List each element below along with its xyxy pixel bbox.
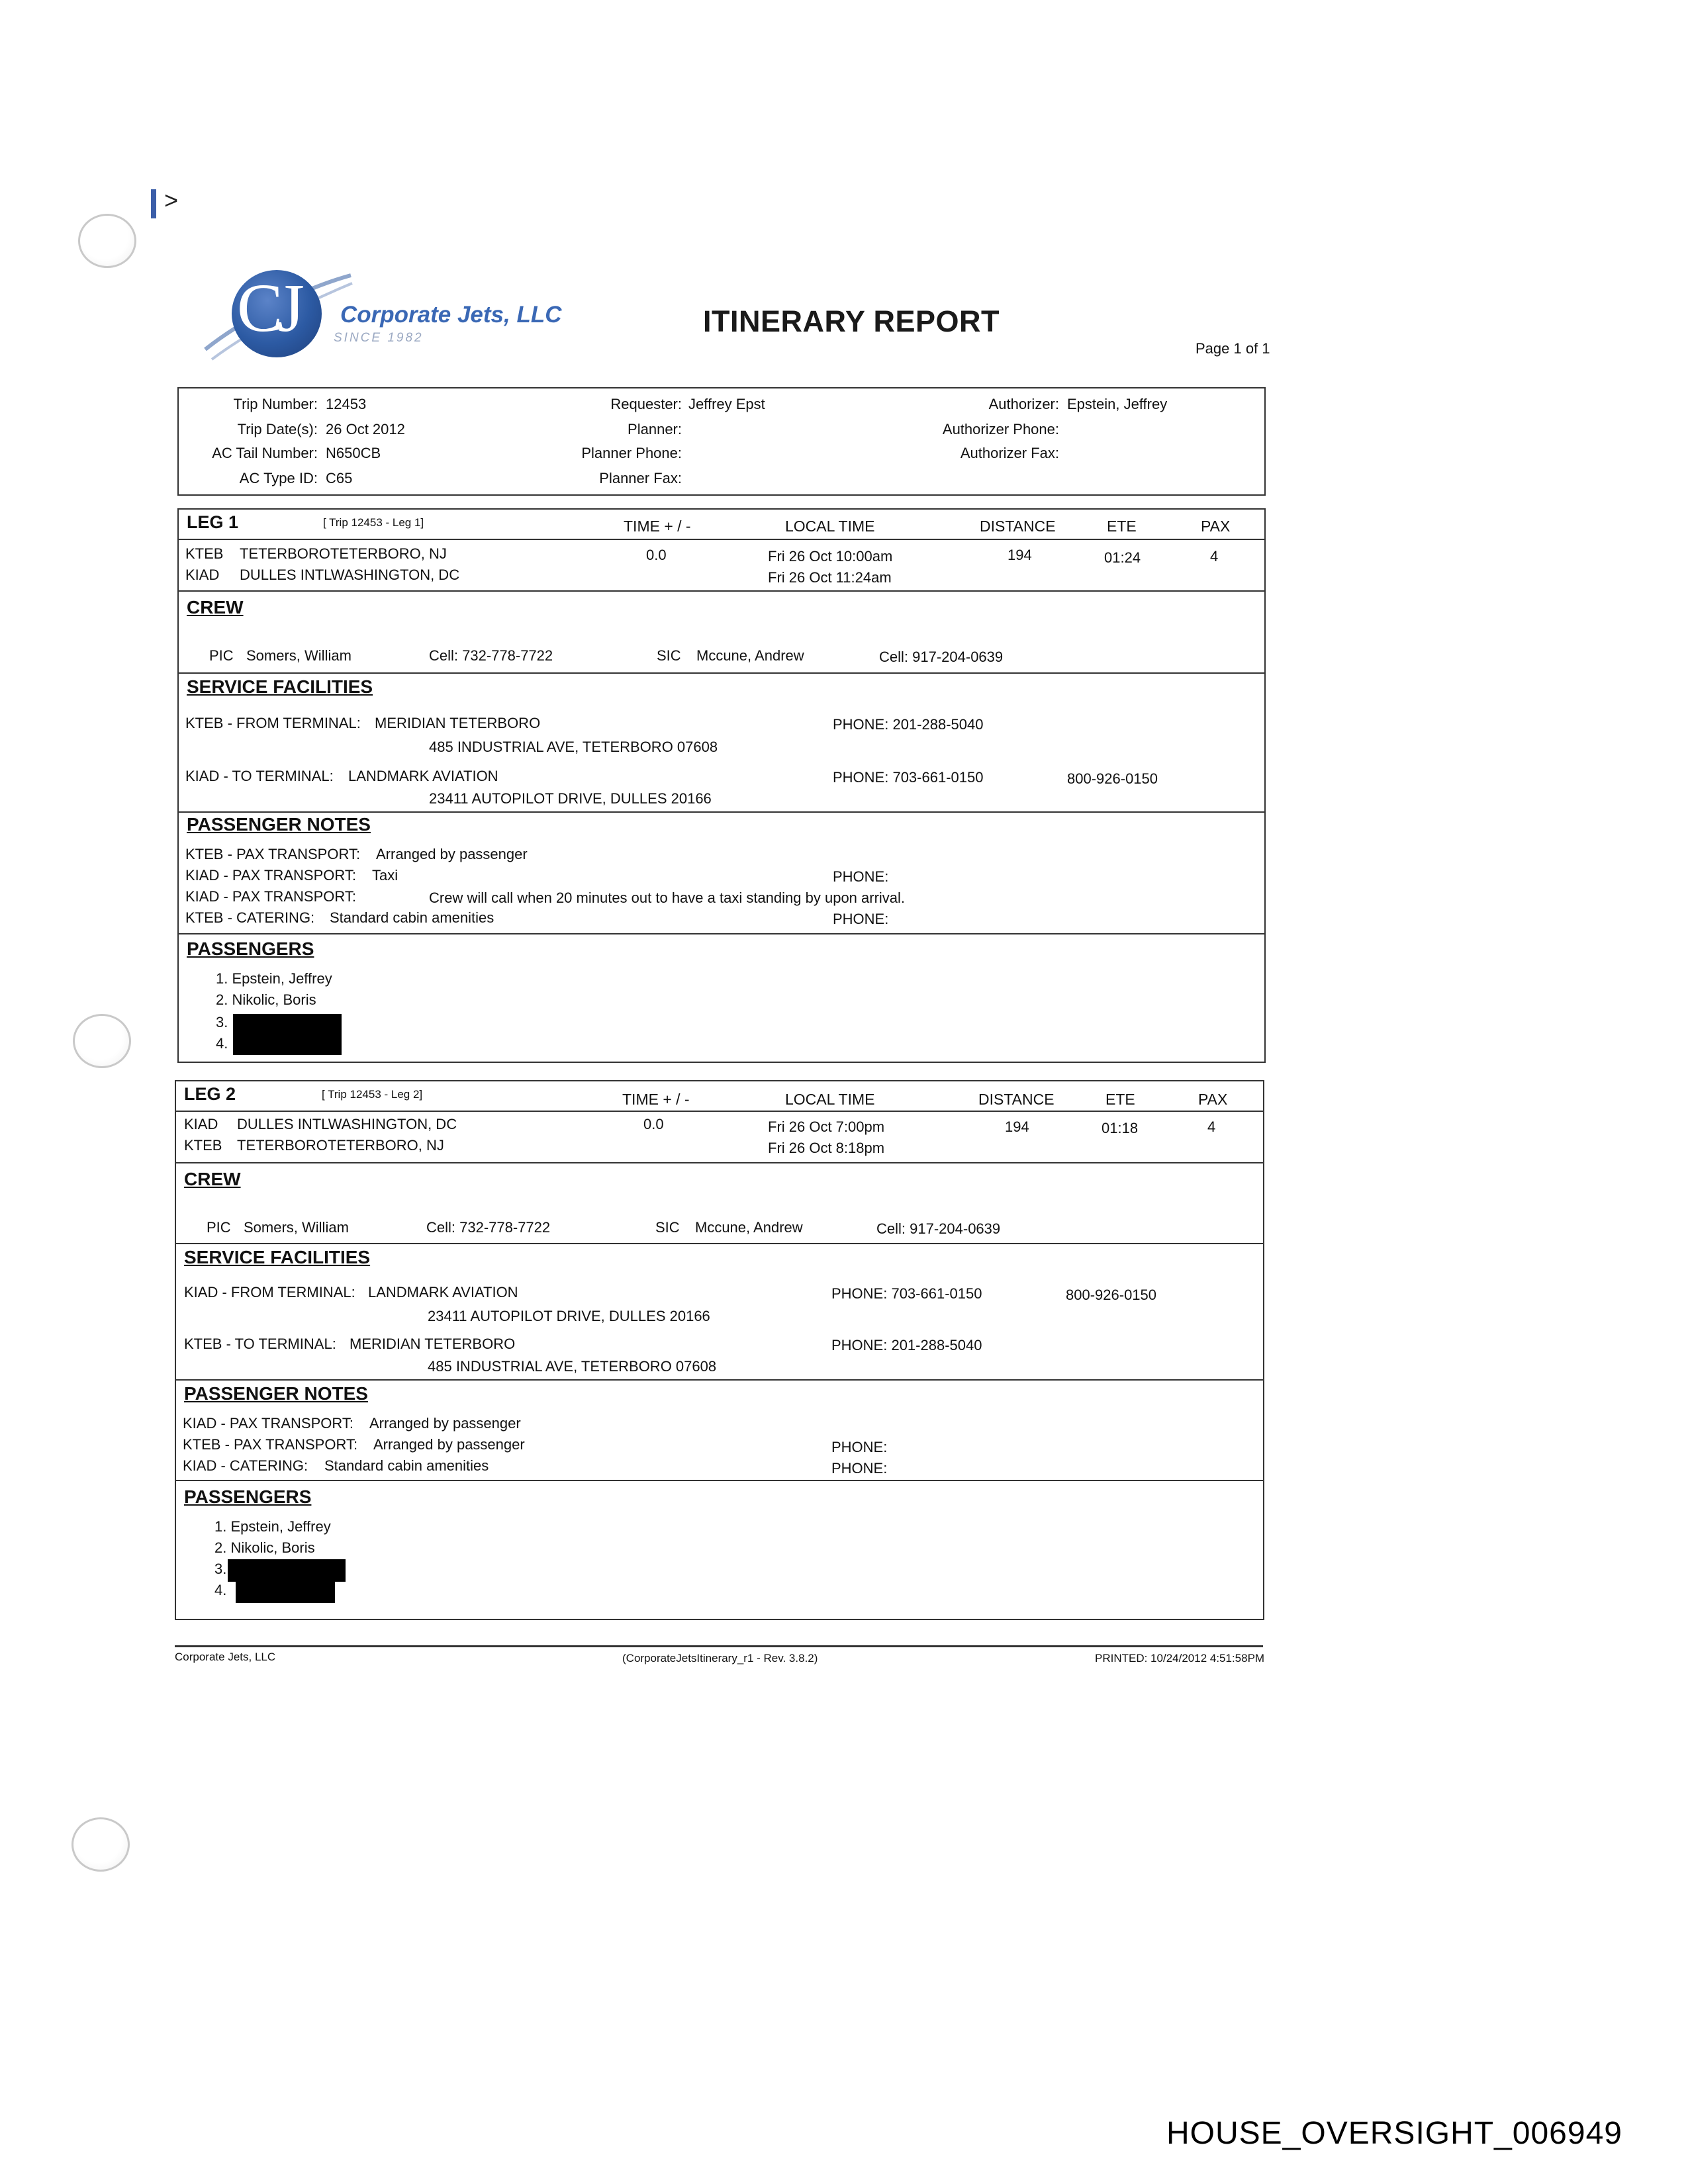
leg-2-redaction-3 xyxy=(228,1559,346,1582)
leg-1-note-2-phone: PHONE: xyxy=(833,868,889,885)
leg-1-to-code: KIAD xyxy=(185,567,220,583)
leg-1-passenger-2: 2. Nikolic, Boris xyxy=(216,991,316,1008)
punch-hole-bottom xyxy=(71,1817,130,1872)
leg-1-note-4-value: Standard cabin amenities xyxy=(330,909,494,926)
leg-1-col-pax: PAX xyxy=(1201,518,1231,535)
leg-1-sic-label: SIC xyxy=(657,647,681,664)
leg-2-fac-2-phone: PHONE: 201-288-5040 xyxy=(831,1337,982,1353)
leg-1-from-code: KTEB xyxy=(185,545,224,562)
leg-1-route-rule xyxy=(177,590,1264,592)
leg-2-service-rule xyxy=(175,1379,1263,1381)
leg-1-fac-2-label: KIAD - TO TERMINAL: xyxy=(185,768,334,784)
leg-1-notes-heading: PASSENGER NOTES xyxy=(187,814,371,835)
leg-2-header-rule xyxy=(175,1111,1263,1112)
leg-2-crew-heading: CREW xyxy=(184,1169,241,1189)
company-name: Corporate Jets, LLC xyxy=(340,302,562,328)
leg-1-arrive: Fri 26 Oct 11:24am xyxy=(768,569,892,586)
leg-2-sic-label: SIC xyxy=(655,1219,680,1236)
footer-printed: PRINTED: 10/24/2012 4:51:58PM xyxy=(1095,1652,1265,1664)
tail-number-label: AC Tail Number: xyxy=(212,445,318,461)
leg-2-col-local: LOCAL TIME xyxy=(785,1091,875,1108)
leg-1-distance: 194 xyxy=(1008,547,1032,563)
trip-number-label: Trip Number: xyxy=(233,396,318,412)
leg-2-redaction-4 xyxy=(236,1582,335,1603)
leg-1-note-4-phone: PHONE: xyxy=(833,911,889,927)
leg-2-pic-label: PIC xyxy=(207,1219,231,1236)
leg-1-fac-1-address: 485 INDUSTRIAL AVE, TETERBORO 07608 xyxy=(429,739,718,755)
leg-1-sic-cell: Cell: 917-204-0639 xyxy=(879,649,1004,665)
leg-2-passengers-heading: PASSENGERS xyxy=(184,1486,312,1507)
leg-2-fac-2-label: KTEB - TO TERMINAL: xyxy=(184,1336,336,1352)
leg-2-fac-2-address: 485 INDUSTRIAL AVE, TETERBORO 07608 xyxy=(428,1358,717,1375)
planner-phone-label: Planner Phone: xyxy=(581,445,682,461)
page-number: Page 1 of 1 xyxy=(1196,340,1270,357)
requester-label: Requester: xyxy=(610,396,682,412)
leg-1-col-distance: DISTANCE xyxy=(980,518,1056,535)
leg-2-ete: 01:18 xyxy=(1102,1120,1139,1136)
leg-2-note-2-phone: PHONE: xyxy=(831,1439,888,1455)
leg-1-pax: 4 xyxy=(1210,548,1219,565)
leg-1-title: LEG 1 xyxy=(187,512,239,532)
footer-company: Corporate Jets, LLC xyxy=(175,1651,276,1663)
leg-2-box xyxy=(175,1080,1264,1620)
leg-2-depart: Fri 26 Oct 7:00pm xyxy=(768,1118,885,1135)
punch-hole-middle xyxy=(73,1014,131,1068)
leg-2-notes-heading: PASSENGER NOTES xyxy=(184,1383,368,1404)
authorizer-fax-label: Authorizer Fax: xyxy=(960,445,1059,461)
leg-1-passenger-1: 1. Epstein, Jeffrey xyxy=(216,970,332,987)
leg-1-note-3-label: KIAD - PAX TRANSPORT: xyxy=(185,888,356,905)
leg-2-note-2-value: Arranged by passenger xyxy=(373,1436,525,1453)
leg-2-to-name: TETERBOROTETERBORO, NJ xyxy=(237,1137,444,1154)
leg-2-pax: 4 xyxy=(1207,1118,1216,1135)
leg-2-arrive: Fri 26 Oct 8:18pm xyxy=(768,1140,885,1156)
leg-2-time: 0.0 xyxy=(643,1116,664,1132)
leg-1-col-local: LOCAL TIME xyxy=(785,518,875,535)
leg-2-fac-1-phone: PHONE: 703-661-0150 xyxy=(831,1285,982,1302)
leg-1-crew-heading: CREW xyxy=(187,597,244,617)
leg-1-fac-1-name: MERIDIAN TETERBORO xyxy=(375,715,541,731)
leg-1-time: 0.0 xyxy=(646,547,667,563)
leg-1-notes-rule xyxy=(177,933,1264,934)
leg-1-note-2-label: KIAD - PAX TRANSPORT: xyxy=(185,867,356,884)
leg-1-pic: Somers, William xyxy=(246,647,352,664)
leg-2-to-code: KTEB xyxy=(184,1137,222,1154)
leg-1-fac-2-alt-phone: 800-926-0150 xyxy=(1067,770,1158,787)
leg-2-passenger-2: 2. Nikolic, Boris xyxy=(214,1539,315,1556)
requester: Jeffrey Epst xyxy=(688,396,765,412)
tail-number: N650CB xyxy=(326,445,381,461)
leg-2-fac-1-alt-phone: 800-926-0150 xyxy=(1066,1287,1157,1303)
leg-1-note-2-value: Taxi xyxy=(372,867,399,884)
leg-1-col-ete: ETE xyxy=(1107,518,1137,535)
leg-1-note-1-value: Arranged by passenger xyxy=(376,846,528,862)
leg-2-note-3-value: Standard cabin amenities xyxy=(324,1457,489,1474)
leg-1-ete: 01:24 xyxy=(1104,549,1141,566)
leg-1-service-heading: SERVICE FACILITIES xyxy=(187,676,373,697)
leg-2-note-3-phone: PHONE: xyxy=(831,1460,888,1477)
leg-1-col-time: TIME + / - xyxy=(624,518,691,535)
leg-2-pic: Somers, William xyxy=(244,1219,349,1236)
bates-number: HOUSE_OVERSIGHT_006949 xyxy=(1166,2116,1622,2151)
authorizer-label: Authorizer: xyxy=(988,396,1059,412)
ac-type: C65 xyxy=(326,470,353,486)
leg-2-from-code: KIAD xyxy=(184,1116,218,1132)
leg-1-from-name: TETERBOROTETERBORO, NJ xyxy=(240,545,447,562)
authorizer-phone-label: Authorizer Phone: xyxy=(942,421,1059,437)
leg-2-crew-rule xyxy=(175,1243,1263,1244)
leg-1-note-1-label: KTEB - PAX TRANSPORT: xyxy=(185,846,361,862)
leg-2-note-1-value: Arranged by passenger xyxy=(369,1415,521,1432)
company-since: SINCE 1982 xyxy=(334,331,424,345)
trip-dates-label: Trip Date(s): xyxy=(237,421,318,437)
leg-1-service-rule xyxy=(177,811,1264,813)
authorizer: Epstein, Jeffrey xyxy=(1067,396,1168,412)
leg-1-note-3-value: Crew will call when 20 minutes out to have a taxi standing by upon arrival. xyxy=(429,889,906,906)
leg-2-from-name: DULLES INTLWASHINGTON, DC xyxy=(237,1116,457,1132)
leg-2-fac-1-label: KIAD - FROM TERMINAL: xyxy=(184,1284,355,1300)
leg-1-to-name: DULLES INTLWASHINGTON, DC xyxy=(240,567,460,583)
margin-marker xyxy=(151,189,156,218)
leg-2-pic-cell: Cell: 732-778-7722 xyxy=(426,1219,551,1236)
leg-2-notes-rule xyxy=(175,1480,1263,1481)
leg-1-passengers-heading: PASSENGERS xyxy=(187,938,314,959)
leg-1-note-4-label: KTEB - CATERING: xyxy=(185,909,315,926)
leg-2-fac-1-address: 23411 AUTOPILOT DRIVE, DULLES 20166 xyxy=(428,1308,710,1324)
leg-1-passenger-4: 4. xyxy=(216,1035,228,1052)
leg-2-sic: Mccune, Andrew xyxy=(695,1219,803,1236)
leg-1-sic: Mccune, Andrew xyxy=(696,647,804,664)
leg-2-note-3-label: KIAD - CATERING: xyxy=(183,1457,308,1474)
planner-fax-label: Planner Fax: xyxy=(599,470,682,486)
logo-monogram: CJ xyxy=(237,270,299,346)
leg-2-col-distance: DISTANCE xyxy=(978,1091,1055,1108)
leg-1-header-rule xyxy=(177,539,1264,540)
leg-1-passenger-3: 3. xyxy=(216,1014,228,1030)
leg-2-col-time: TIME + / - xyxy=(622,1091,690,1108)
leg-2-passenger-3: 3. xyxy=(214,1561,227,1577)
leg-1-fac-2-address: 23411 AUTOPILOT DRIVE, DULLES 20166 xyxy=(429,790,712,807)
leg-2-sic-cell: Cell: 917-204-0639 xyxy=(876,1220,1001,1237)
leg-1-redaction xyxy=(233,1014,342,1055)
leg-1-pic-label: PIC xyxy=(209,647,234,664)
footer-rule xyxy=(175,1645,1263,1647)
leg-2-route-rule xyxy=(175,1162,1263,1163)
leg-1-depart: Fri 26 Oct 10:00am xyxy=(768,548,893,565)
trip-dates: 26 Oct 2012 xyxy=(326,421,405,437)
leg-2-ref: [ Trip 12453 - Leg 2] xyxy=(322,1088,423,1101)
leg-2-fac-1-name: LANDMARK AVIATION xyxy=(368,1284,518,1300)
leg-2-note-2-label: KTEB - PAX TRANSPORT: xyxy=(183,1436,358,1453)
chevron-icon: > xyxy=(164,187,179,214)
leg-2-service-heading: SERVICE FACILITIES xyxy=(184,1247,371,1267)
leg-1-fac-2-phone: PHONE: 703-661-0150 xyxy=(833,769,984,786)
footer-form: (CorporateJetsItinerary_r1 - Rev. 3.8.2) xyxy=(622,1652,818,1664)
trip-number: 12453 xyxy=(326,396,367,412)
punch-hole-top xyxy=(78,214,136,268)
leg-2-distance: 194 xyxy=(1005,1118,1029,1135)
leg-1-ref: [ Trip 12453 - Leg 1] xyxy=(323,516,424,529)
leg-2-fac-2-name: MERIDIAN TETERBORO xyxy=(350,1336,516,1352)
leg-1-pic-cell: Cell: 732-778-7722 xyxy=(429,647,553,664)
leg-1-crew-rule xyxy=(177,672,1264,674)
leg-2-passenger-1: 1. Epstein, Jeffrey xyxy=(214,1518,331,1535)
leg-1-fac-1-phone: PHONE: 201-288-5040 xyxy=(833,716,984,733)
leg-2-title: LEG 2 xyxy=(184,1084,236,1104)
leg-1-fac-2-name: LANDMARK AVIATION xyxy=(348,768,498,784)
leg-2-passenger-4: 4. xyxy=(214,1582,227,1598)
leg-2-note-1-label: KIAD - PAX TRANSPORT: xyxy=(183,1415,353,1432)
leg-1-fac-1-label: KTEB - FROM TERMINAL: xyxy=(185,715,361,731)
ac-type-label: AC Type ID: xyxy=(239,470,318,486)
leg-2-col-ete: ETE xyxy=(1105,1091,1135,1108)
report-title: ITINERARY REPORT xyxy=(703,304,1000,338)
leg-2-col-pax: PAX xyxy=(1198,1091,1228,1108)
planner-label: Planner: xyxy=(628,421,682,437)
